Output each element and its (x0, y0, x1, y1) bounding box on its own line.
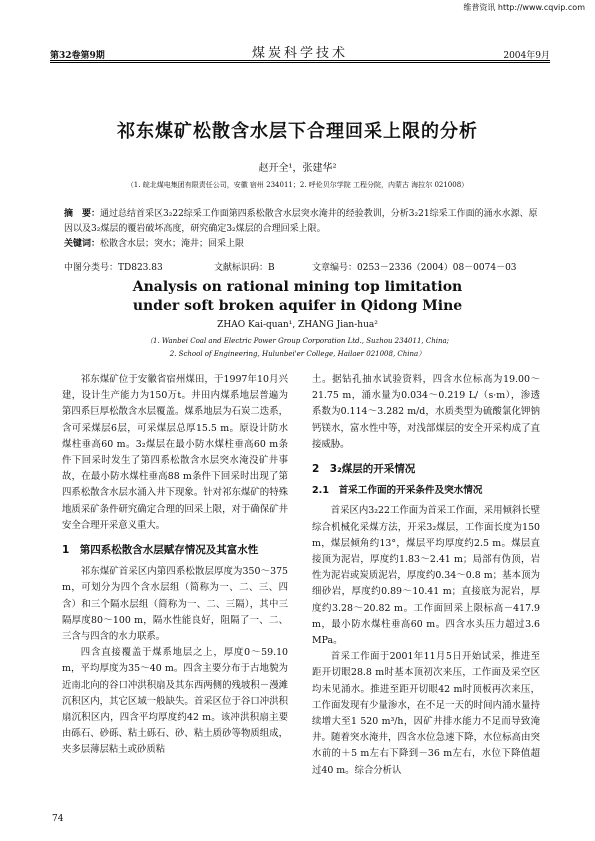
watermark: 维普资讯 http://www.cqvip.com (463, 3, 585, 12)
paragraph: 祁东煤矿位于安徽省宿州煤田，于1997年10月兴建，设计生产能力为150万t。井田内煤系地层普遍为第四系巨厚松散含水层覆盖。煤系地层为石炭二迭系，含可采煤层6层，可采煤层总厚15.5 m。原设计防水煤柱垂高60 m。3₂煤层在最小防水煤柱垂高60 m条件下回采时发生了第四系松散含水层突水淹没矿井事故，在最小防水煤柱垂高88 m条件下回采时出现了第四系松散含水层水涌入井下现象。针对祁东煤矿的特殊地质采矿条件研究确定合理的回采上限，对于确保矿井安全合理开采意义重大。 (62, 374, 288, 531)
english-title-line1: Analysis on rational mining top limitation (132, 279, 463, 295)
header-rule (50, 60, 550, 61)
section-heading: 2 3₂煤层的开采情况 (312, 463, 416, 476)
header-volume: 第32卷第9期 (50, 51, 105, 61)
left-column (62, 372, 288, 759)
english-affiliation-1: （1. Wanbei Coal and Electric Power Group Corporation Ltd., Suzhou 234011, China; (145, 337, 450, 345)
abstract-block (64, 207, 543, 252)
header-journal: 煤炭科学技术 (251, 46, 348, 61)
section-heading: 1 第四系松散含水层赋存情况及其富水性 (62, 544, 259, 557)
paragraph: 首采工作面于2001年11月5日开始试采，推进至距开切眼28.8 m时基本顶初次来压，工作面及采空区均未见涌水。推进至距开切眼42 m时顶板再次来压，工作面发现有少量渗水，在不足一天的时间内涌水量持续增大至1 520 m³/h，因矿井排水能力不足而导致淹井。随着突水淹井，四含水位急速下降，水位标高由突水前的＋5 m左右下降到－36 m左右，水位下降值超过40 m。综合分析认 (312, 651, 540, 776)
paragraph: 四含直接覆盖于煤系地层之上，厚度0～59.10 m，平均厚度为35～40 m。四含主要分布于古地貌为近南北向的谷口冲洪积扇及其东西两侧的残坡积－漫滩沉积区内，其它区域一般缺失。首采区位于谷口冲洪积扇沉积区内，四含平均厚度约42 m。该冲洪积扇主要由砾石、砂砾、粘土砾石、砂、粘土质砂等物质组成，夹多层薄层粘土或砂质粘 (62, 647, 288, 756)
keywords-text: 松散含水层；突水；淹井；回采上限 (100, 239, 245, 249)
classification-line (64, 260, 543, 274)
clc-number: 中图分类号：TD823.83 (64, 263, 163, 273)
paper-title: 祁东煤矿松散含水层下合理回采上限的分析 (117, 121, 478, 142)
english-authors: ZHAO Kai-quan¹, ZHANG Jian-hua² (217, 320, 378, 330)
header-rule-2 (50, 62, 550, 63)
paragraph: 土。据钻孔抽水试验资料，四含水位标高为19.00～21.75 m，涌水量为0.034～0.219 L/（s·m），渗透系数为0.114～3.282 m/d，水质类型为硫酸氯化钾钠钙镁水，富水性中等，对浅部煤层的安全开采构成了直接威胁。 (312, 374, 540, 450)
right-column (312, 372, 540, 779)
keywords (64, 237, 543, 252)
authors: 赵开全¹，张建华² (258, 163, 337, 174)
affiliation: （1. 皖北煤电集团有限责任公司，安徽 宿州 234011；2. 呼伦贝尔学院 工程分院，内蒙古 海拉尔 021008） (126, 181, 469, 189)
english-title-line2: under soft broken aquifer in Qidong Mine (132, 298, 463, 314)
document-code: 文献标识码：B (214, 263, 275, 273)
page-number: 74 (52, 814, 64, 824)
keywords-label: 关键词： (64, 239, 101, 249)
abstract-text: 通过总结首采区3₂22综采工作面第四系松散含水层突水淹井的经验教训，分析3₂21综采工作面的涌水水源、原因以及3₂煤层的覆岩破坏高度，研究确定3₂煤层的合理回采上限。 (64, 209, 538, 234)
abstract (64, 207, 543, 237)
paragraph: 祁东煤矿首采区内第四系松散层厚度为350～375 m，可划分为四个含水层组（简称为一、二、三、四含）和三个隔水层组（简称为一、二、三隔），其中三隔厚度80～100 m，隔水性能良好，阻隔了一、二、三含与四含的水力联系。 (62, 566, 288, 643)
running-header (50, 40, 550, 61)
paragraph: 首采区内3₂22工作面为首采工作面，采用倾斜长壁综合机械化采煤方法，开采3₂煤层，工作面长度为150 m，煤层倾角约13°，煤层平均厚度约2.5 m。煤层直接顶为泥岩，厚度约1.83～2.41 m；局部有伪顶，岩性为泥岩或炭质泥岩，厚度约0.34～0.8 m；基本顶为细砂岩，厚度约0.89～10.41 m；直接底为泥岩，厚度约3.28～20.82 m。工作面回采上限标高－417.9 m，最小防水煤柱垂高60 m。四含水头压力超过3.6 MPa。 (312, 505, 540, 647)
abstract-label: 摘 要： (64, 209, 101, 219)
english-affiliation-2: 2. School of Engineering, Hulunbei'er College, Hailaer 021008, China） (169, 350, 426, 358)
header-date: 2004年9月 (503, 51, 550, 61)
article-number: 文章编号：0253－2336（2004）08－0074－03 (312, 263, 517, 273)
subsection-heading: 2.1 首采工作面的开采条件及突水情况 (312, 485, 483, 497)
